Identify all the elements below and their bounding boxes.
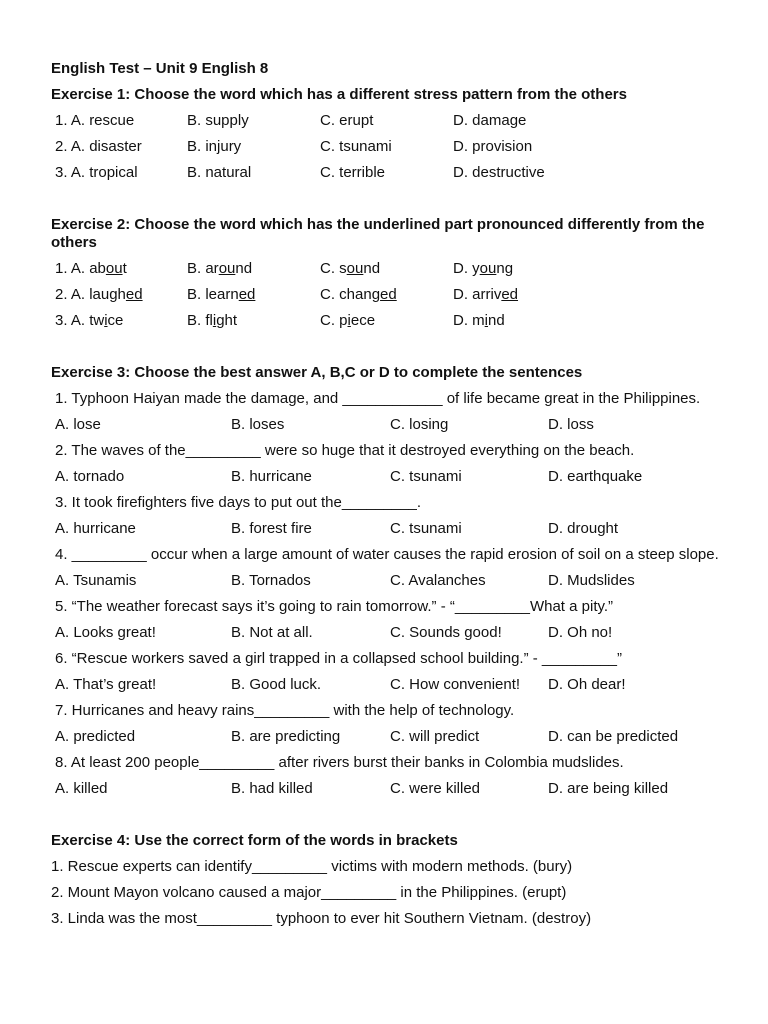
option: 2. A. laughed: [55, 286, 143, 303]
option: D. arrived: [453, 286, 519, 303]
answer-options: [51, 572, 721, 590]
word-form-item: 3. Linda was the most_________ typhoon to ever hit Southern Vietnam. (destroy): [51, 910, 592, 927]
option-c: C. Avalanches: [390, 572, 486, 589]
option: C. sound: [320, 260, 381, 277]
answer-options: [51, 416, 721, 434]
option-a: A. That’s great!: [55, 676, 157, 693]
option-c: C. tsunami: [390, 468, 462, 485]
option-d: D. can be predicted: [548, 728, 679, 745]
exercise-1-heading: Exercise 1: Choose the word which has a different stress pattern from the others: [51, 86, 627, 103]
option: C. terrible: [320, 164, 386, 181]
question: 8. At least 200 people_________ after rivers burst their banks in Colombia mudslides.: [55, 754, 624, 771]
answer-options: [51, 728, 721, 746]
option: D. provision: [453, 138, 533, 155]
option: D. mind: [453, 312, 505, 329]
answer-options: [51, 676, 721, 694]
option-a: A. lose: [55, 416, 101, 433]
option-b: B. Tornados: [231, 572, 311, 589]
option-d: D. Oh no!: [548, 624, 613, 641]
option-c: C. were killed: [390, 780, 481, 797]
word-form-item: 2. Mount Mayon volcano caused a major_________ in the Philippines. (erupt): [51, 884, 567, 901]
answer-options: [51, 468, 721, 486]
option: D. damage: [453, 112, 527, 129]
option-a: A. predicted: [55, 728, 136, 745]
question: 7. Hurricanes and heavy rains_________ with the help of technology.: [55, 702, 515, 719]
option-c: C. tsunami: [390, 520, 462, 537]
question: 5. “The weather forecast says it’s going to rain tomorrow.” - “_________What a pity.”: [55, 598, 614, 615]
option: B. flight: [187, 312, 238, 329]
question: 2. The waves of the_________ were so huge that it destroyed everything on the beach.: [55, 442, 635, 459]
option: B. learned: [187, 286, 256, 303]
option-d: D. loss: [548, 416, 594, 433]
ex1-row: [51, 164, 721, 182]
answer-options: [51, 780, 721, 798]
option-d: D. Oh dear!: [548, 676, 626, 693]
ex1-row: [51, 112, 721, 130]
option-b: B. Not at all.: [231, 624, 313, 641]
option-a: A. Tsunamis: [55, 572, 137, 589]
option: 2. A. disaster: [55, 138, 142, 155]
question: 6. “Rescue workers saved a girl trapped in a collapsed school building.” - _________”: [55, 650, 622, 667]
option: D. young: [453, 260, 514, 277]
option: 3. A. twice: [55, 312, 124, 329]
option-d: D. are being killed: [548, 780, 669, 797]
option-c: C. losing: [390, 416, 449, 433]
option-b: B. are predicting: [231, 728, 341, 745]
option: 1. A. about: [55, 260, 127, 277]
option-b: B. loses: [231, 416, 285, 433]
option: 1. A. rescue: [55, 112, 135, 129]
option-b: B. had killed: [231, 780, 313, 797]
option: 3. A. tropical: [55, 164, 138, 181]
option-c: C. Sounds good!: [390, 624, 502, 641]
option-a: A. hurricane: [55, 520, 136, 537]
ex2-row: [51, 286, 721, 304]
option: C. erupt: [320, 112, 374, 129]
option: C. tsunami: [320, 138, 392, 155]
option-c: C. will predict: [390, 728, 480, 745]
option-a: A. killed: [55, 780, 108, 797]
option-a: A. tornado: [55, 468, 125, 485]
option-a: A. Looks great!: [55, 624, 156, 641]
exercise-2-heading: Exercise 2: Choose the word which has the underlined part pronounced differently from the others: [51, 216, 705, 251]
ex2-row: [51, 260, 721, 278]
answer-options: [51, 520, 721, 538]
option-b: B. hurricane: [231, 468, 312, 485]
word-form-item: 1. Rescue experts can identify_________ victims with modern methods. (bury): [51, 858, 573, 875]
option-c: C. How convenient!: [390, 676, 521, 693]
worksheet: [51, 60, 721, 928]
question: 1. Typhoon Haiyan made the damage, and ____________ of life became great in the Philippines.: [55, 390, 701, 407]
answer-options: [51, 624, 721, 642]
option-d: D. Mudslides: [548, 572, 635, 589]
exercise-4-heading: Exercise 4: Use the correct form of the words in brackets: [51, 832, 458, 849]
option: B. natural: [187, 164, 252, 181]
ex1-row: [51, 138, 721, 156]
option: B. supply: [187, 112, 249, 129]
question: 3. It took firefighters five days to put out the_________.: [55, 494, 422, 511]
option-b: B. forest fire: [231, 520, 312, 537]
option-b: B. Good luck.: [231, 676, 322, 693]
exercise-3-heading: Exercise 3: Choose the best answer A, B,C or D to complete the sentences: [51, 364, 583, 381]
option: D. destructive: [453, 164, 545, 181]
question: 4. _________ occur when a large amount of water causes the rapid erosion of soil on a steep slope.: [55, 546, 719, 563]
option: B. around: [187, 260, 253, 277]
ex2-row: [51, 312, 721, 330]
option: C. piece: [320, 312, 376, 329]
test-title: English Test – Unit 9 English 8: [51, 60, 269, 77]
option: B. injury: [187, 138, 242, 155]
option: C. changed: [320, 286, 397, 303]
option-d: D. earthquake: [548, 468, 643, 485]
option-d: D. drought: [548, 520, 619, 537]
